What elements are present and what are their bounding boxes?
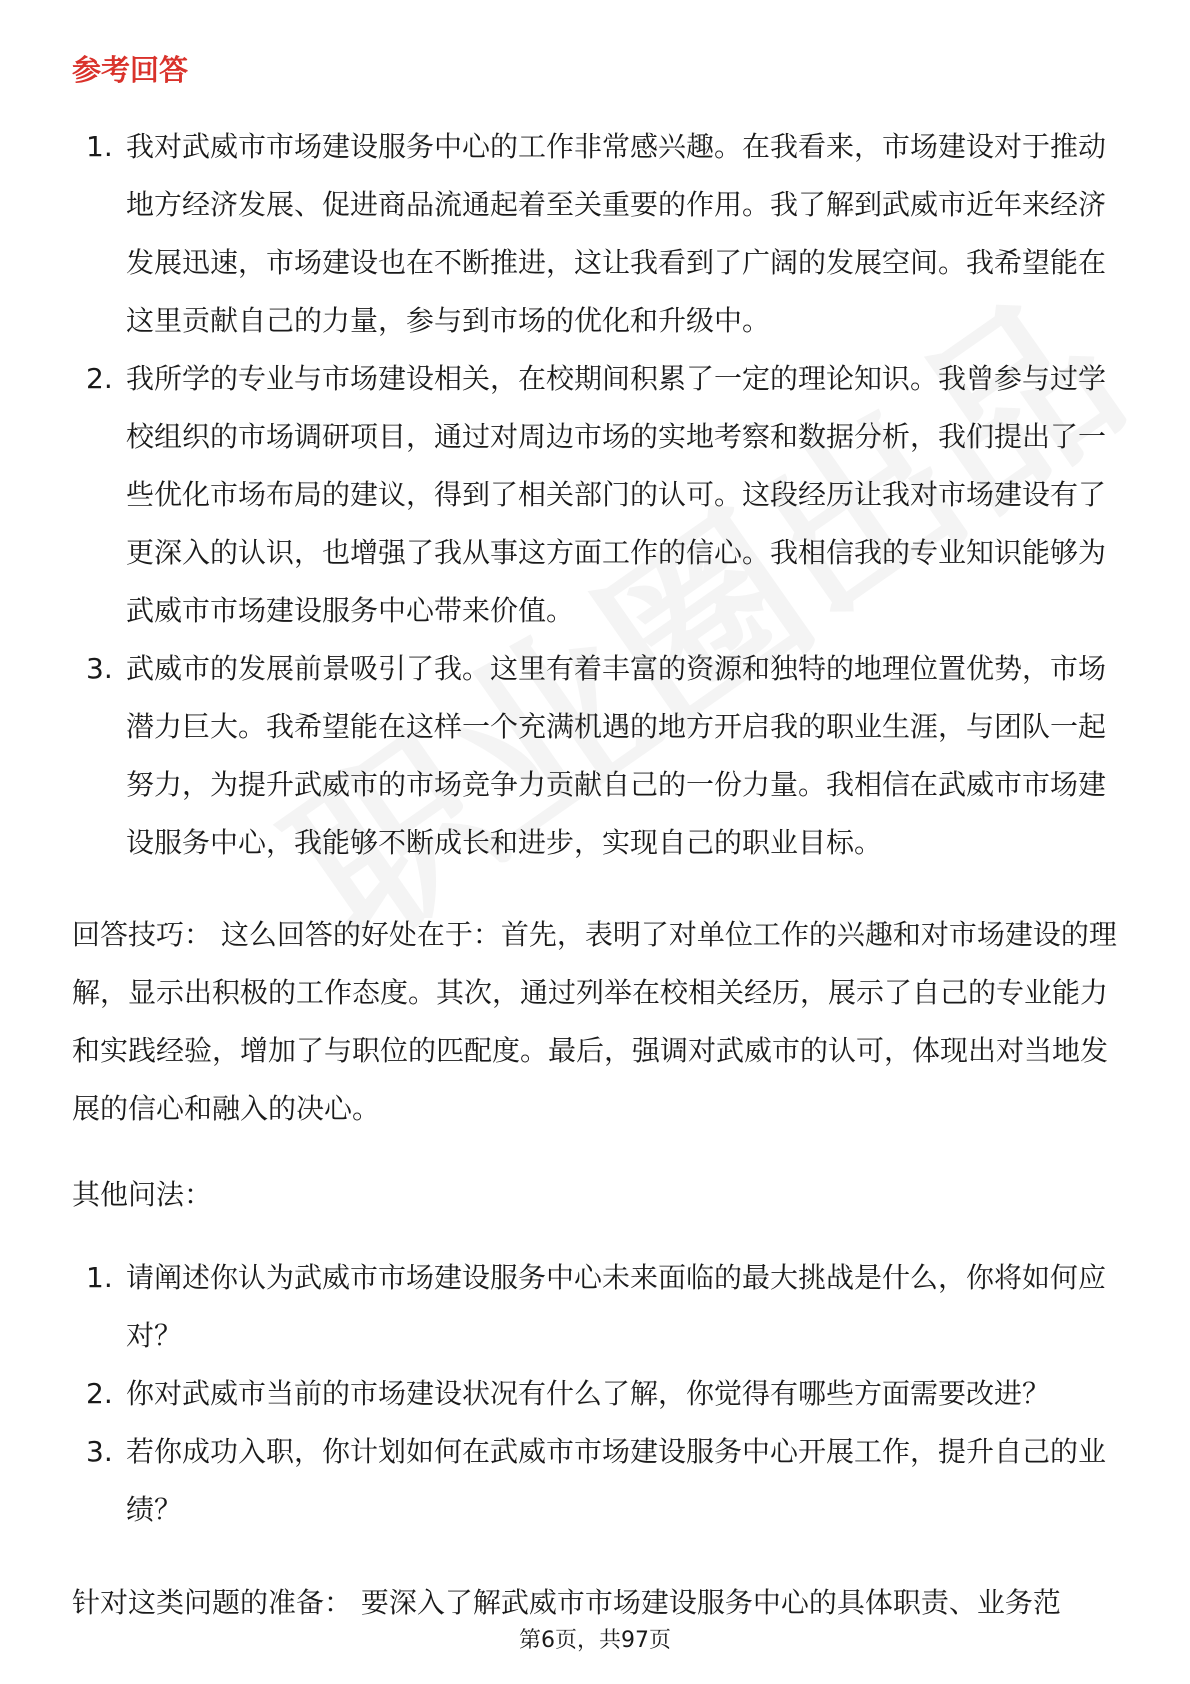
list-item <box>72 640 1132 872</box>
list-item <box>72 118 1132 350</box>
answer-tips-paragraph: 回答技巧： 这么回答的好处在于：首先，表明了对单位工作的兴趣和对市场建设的理解，显示出积极的工作态度。其次，通过列举在校相关经历，展示了自己的专业能力和实践经验，增加了与职位的匹配度。最后，强调对武威市的认可，体现出对当地发展的信心和融入的决心。 <box>72 918 1117 1125</box>
preparation-paragraph: 针对这类问题的准备： 要深入了解武威市市场建设服务中心的具体职责、业务范 <box>72 1586 1061 1619</box>
list-number: 2. <box>86 362 113 395</box>
other-questions-heading: 其他问法： <box>72 1178 213 1211</box>
list-item <box>72 1365 1132 1423</box>
list-item-text: 请阐述你认为武威市市场建设服务中心未来面临的最大挑战是什么，你将如何应对？ <box>126 1261 1107 1352</box>
other-questions-list <box>72 1249 1132 1539</box>
list-number: 3. <box>86 652 113 685</box>
list-item <box>72 350 1132 640</box>
list-item <box>72 1249 1132 1365</box>
answer-list <box>72 118 1132 872</box>
list-number: 1. <box>86 130 113 163</box>
list-item-text: 我所学的专业与市场建设相关，在校期间积累了一定的理论知识。我曾参与过学校组织的市场调研项目，通过对周边市场的实地考察和数据分析，我们提出了一些优化市场布局的建议，得到了相关部门的认可。这段经历让我对市场建设有了更深入的认识，也增强了我从事这方面工作的信心。我相信我的专业知识能够为武威市市场建设服务中心带来价值。 <box>126 362 1107 627</box>
list-number: 3. <box>86 1435 113 1468</box>
list-number: 2. <box>86 1377 113 1410</box>
list-item <box>72 1423 1132 1539</box>
list-item-text: 若你成功入职，你计划如何在武威市市场建设服务中心开展工作，提升自己的业绩？ <box>126 1435 1107 1526</box>
list-number: 1. <box>86 1261 113 1294</box>
list-item-text: 你对武威市当前的市场建设状况有什么了解，你觉得有哪些方面需要改进？ <box>126 1377 1051 1410</box>
list-item-text: 武威市的发展前景吸引了我。这里有着丰富的资源和独特的地理位置优势，市场潜力巨大。我希望能在这样一个充满机遇的地方开启我的职业生涯，与团队一起努力，为提升武威市的市场竞争力贡献自己的一份力量。我相信在武威市市场建设服务中心，我能够不断成长和进步，实现自己的职业目标。 <box>126 652 1107 859</box>
list-item-text: 我对武威市市场建设服务中心的工作非常感兴趣。在我看来，市场建设对于推动地方经济发展、促进商品流通起着至关重要的作用。我了解到武威市近年来经济发展迅速，市场建设也在不断推进，这让我看到了广阔的发展空间。我希望能在这里贡献自己的力量，参与到市场的优化和升级中。 <box>126 130 1107 337</box>
section-heading: 参考回答 <box>72 53 189 87</box>
page-footer: 第6页，共97页 <box>519 1628 671 1653</box>
